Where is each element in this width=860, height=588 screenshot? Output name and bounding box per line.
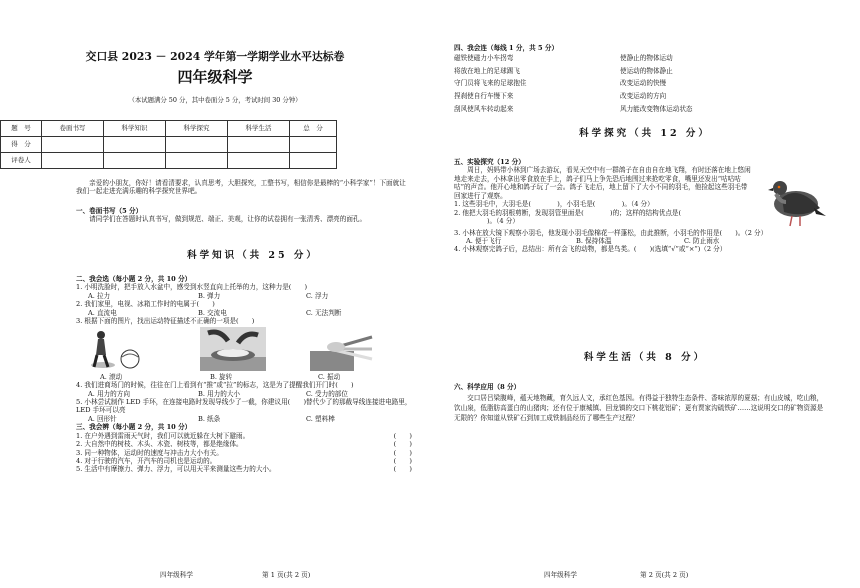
option[interactable]: A. 拉力 [88,291,111,300]
option[interactable]: C. 受力的部位 [306,389,348,398]
s5-question-3: 3. 小林在放大镜下观察小羽毛，他发现小羽毛像棉花一样蓬松，由此推断，小羽毛的作用是( )。（2 分） [454,228,768,237]
q3-options [76,373,412,381]
section-inquiry-heading: 科学探究（共 12 分） [579,128,711,139]
judge-text: 1. 在户外遇到雷雨天气时，我们可以就近躲在大树下避雨。 [76,431,250,440]
score-cell[interactable] [42,137,104,153]
intro-text [76,179,412,196]
section-1-title: 一、卷面书写（5 分） [76,207,143,215]
judge-answer[interactable]: ( ) [393,431,412,440]
q2-options [76,309,412,317]
option[interactable]: A. 直流电 [88,308,117,317]
s5-question-2-cont[interactable]: )。（4 分） [454,217,519,226]
section-6-text: 交口居吕梁腹峰，蕴天地物藏，育久远人文，承红色基因。有得益于独特生态条件、香味浓厚的夏菇；有山皮城，吃山粮，饮山泉，低脂肪高蛋白的山猪肉；还有位于康城镇、回龙镇的交口下桃花铝矿；更有贾家沟硫铁矿……这说明交口的矿物资源是无限的？你知道从铁矿石到加工成铁制品经历了哪些生产过程？ [454,394,824,423]
spinning-top-image [200,327,266,371]
s5-question-1[interactable]: 1. 这些羽毛中，大羽毛是( )，小羽毛是( )。（4 分） [454,200,654,209]
pigeon-image [762,168,826,230]
q3-images [76,327,412,373]
section-life-heading: 科学生活（共 8 分） [583,352,707,363]
match-left-item[interactable]: 磁铁使磁力小车拐弯 [454,54,514,63]
section-1-text: 请同学们在答题时认真书写，做到规范、端正、美观，让你的试卷拥有一张清秀、漂亮的面孔。 [76,215,367,224]
judge-text: 2. 大自然中的树枝、木头、木瓷、树枝等，都是绝缘体。 [76,440,243,449]
score-header: 总 分 [289,121,336,137]
score-cell[interactable] [289,153,336,169]
match-right-item[interactable]: 风力能改变物体运动状态 [620,104,693,113]
score-cell[interactable] [165,137,227,153]
judge-item [76,449,412,457]
match-left-item[interactable]: 守门员将飞来的足球抱住 [454,79,527,88]
section-3-title: 三、我会辨（每小题 2 分，共 10 分） [76,423,192,432]
question-2: 2. 我们家里，电视、冰箱工作时的电属于( ) [76,300,215,309]
option[interactable]: C. 塑料棒 [306,414,335,423]
option[interactable]: A. 滚动 [100,372,123,381]
judge-answer[interactable]: ( ) [393,465,412,474]
score-header: 卷面书写 [42,121,104,137]
exam-page-2 [430,0,860,588]
judge-item [76,432,412,440]
match-left-item[interactable]: 刮风使风车转动起来 [454,104,514,113]
section-6 [454,383,826,424]
footer-subject: 四年级科学 [544,571,577,579]
exam-note: （本试题满分 50 分，其中卷面分 5 分，考试时间 30 分钟） [128,96,302,104]
judge-item [76,440,412,448]
score-header: 科学生活 [227,121,289,137]
match-right-item[interactable]: 改变运动的快慢 [620,79,667,88]
judge-item [76,465,412,473]
score-cell[interactable] [227,137,289,153]
score-header: 科学知识 [103,121,165,137]
score-cell[interactable] [289,137,336,153]
match-right-item[interactable]: 使静止的物体运动 [620,54,673,63]
section-2-title: 二、我会选（每小题 2 分，共 10 分） [76,275,192,283]
score-row-label: 得 分 [1,137,42,153]
rolling-ball-image [88,327,148,371]
option[interactable]: B. 弹力 [198,291,221,300]
score-row-label: 评卷人 [1,153,42,169]
option[interactable]: C. 浮力 [306,291,329,300]
option[interactable]: B. 旋转 [210,372,233,381]
section-6-title: 六、科学应用（8 分） [454,383,521,391]
option[interactable]: C. 无法判断 [306,308,342,317]
vibrating-ruler-image [310,327,376,371]
matching-columns [454,52,826,115]
exam-title: 交口县 2023 － 2024 学年第一学期学业水平达标卷 [85,50,345,63]
question-5: 5. 小林尝试制作 LED 手环，在连接电路时发现导线少了一截，你建议用( )替代少了的那截导线连接进电路里，LED 手环可以亮 [76,397,412,415]
q4-options [76,390,412,398]
option[interactable]: A. 回形针 [88,414,117,423]
section-5-story: 周日，妈妈带小林到广场去游玩，看见天空中有一群鸽子在自由自在地飞翔，有时还落在地上悠闲地走来走去，小林拿出零食放在手上，鸽子们马上争先恐后地围过来抢吃零食，嘴里还发出“咕咕咕咕”的声音。他开心地和鸽子玩了一会。鸽子飞走后，地上留下了大小不同的羽毛，他捡起这些羽毛带回家进行了观察。 [454,166,751,200]
option[interactable]: B. 交流电 [198,308,227,317]
score-cell[interactable] [227,153,289,169]
match-left-item[interactable]: 将放在地上的足球踢飞 [454,66,520,75]
option[interactable]: A. 便于飞行 [466,236,502,245]
option[interactable]: B. 纸条 [198,414,221,423]
section-4-title: 四、我会连（每线 1 分，共 5 分） [454,44,559,52]
match-right-item[interactable]: 使运动的物体静止 [620,66,673,75]
option[interactable]: B. 保持体温 [576,236,612,245]
option[interactable]: A. 用力的方向 [88,389,130,398]
section-2 [76,275,412,474]
judge-answer[interactable]: ( ) [393,440,412,449]
q5-options [76,415,412,423]
score-cell[interactable] [165,153,227,169]
score-cell[interactable] [42,153,104,169]
judge-answer[interactable]: ( ) [393,448,412,457]
section-4 [454,44,826,115]
score-header: 科学探究 [165,121,227,137]
option[interactable]: C. 防止雨水 [684,236,720,245]
score-header: 题 号 [1,121,42,137]
judge-answer[interactable]: ( ) [393,457,412,465]
section-5 [454,158,826,254]
match-left-item[interactable]: 捏刹使自行车慢下来 [454,91,514,100]
match-right-column [620,52,693,115]
judge-text: 3. 同一种物体，运动时的速度与冲击力大小有关。 [76,448,223,457]
option[interactable]: C. 振动 [318,372,341,381]
judge-text: 4. 对于行驶的汽车，开汽车的司机也是运动的。 [76,457,217,465]
question-1: 1. 小明洗脸时，把手放入水盆中，感受到水竖直向上托举的力，这种力是( ) [76,283,308,292]
score-cell[interactable] [103,153,165,169]
score-cell[interactable] [103,137,165,153]
section-5-title: 五、实验探究（12 分） [454,158,525,166]
match-left-column [454,52,620,115]
grade-title: 四年级科学 [177,68,253,86]
option[interactable]: B. 用力的大小 [198,389,241,398]
judge-text: 5. 生活中有摩擦力、弹力、浮力，可以用天平来测量这些力的大小。 [76,465,276,474]
footer-page-number: 第 2 页(共 2 页) [640,571,689,579]
match-right-item[interactable]: 改变运动的方向 [620,91,667,100]
intro-paragraph: 亲爱的小朋友，你好！请看清要求，认真思考，大胆探究，工整书写，相信你是最棒的“小科学家”！下面就让我们一起走进充满乐趣的科学探究世界吧。 [76,179,406,196]
question-3: 3. 根据下面的图片，找出运动特征描述不正确的一项是( ) [76,317,255,326]
footer-page-number: 第 1 页(共 2 页) [262,571,311,579]
s5-question-4[interactable]: 4. 小林观察完鸽子后，总结出：所有会飞的动物，都是鸟类。( )(选填“√”或“×”)（2 分） [454,245,727,254]
s5-question-2[interactable]: 2. 他把大羽毛的羽根剪断，发现羽管里面是( )的；这样的结构优点是( [454,208,682,217]
section-knowledge-heading: 科学知识（共 25 分） [187,250,319,261]
section-5-body [454,166,826,200]
question-4: 4. 我们进商场门的时候，往往在门上看到有“推”或“拉”的标志，这是为了提醒我们开门时( ) [76,381,354,390]
section-1 [76,207,412,224]
score-table [0,120,337,169]
footer-subject: 四年级科学 [160,571,193,579]
